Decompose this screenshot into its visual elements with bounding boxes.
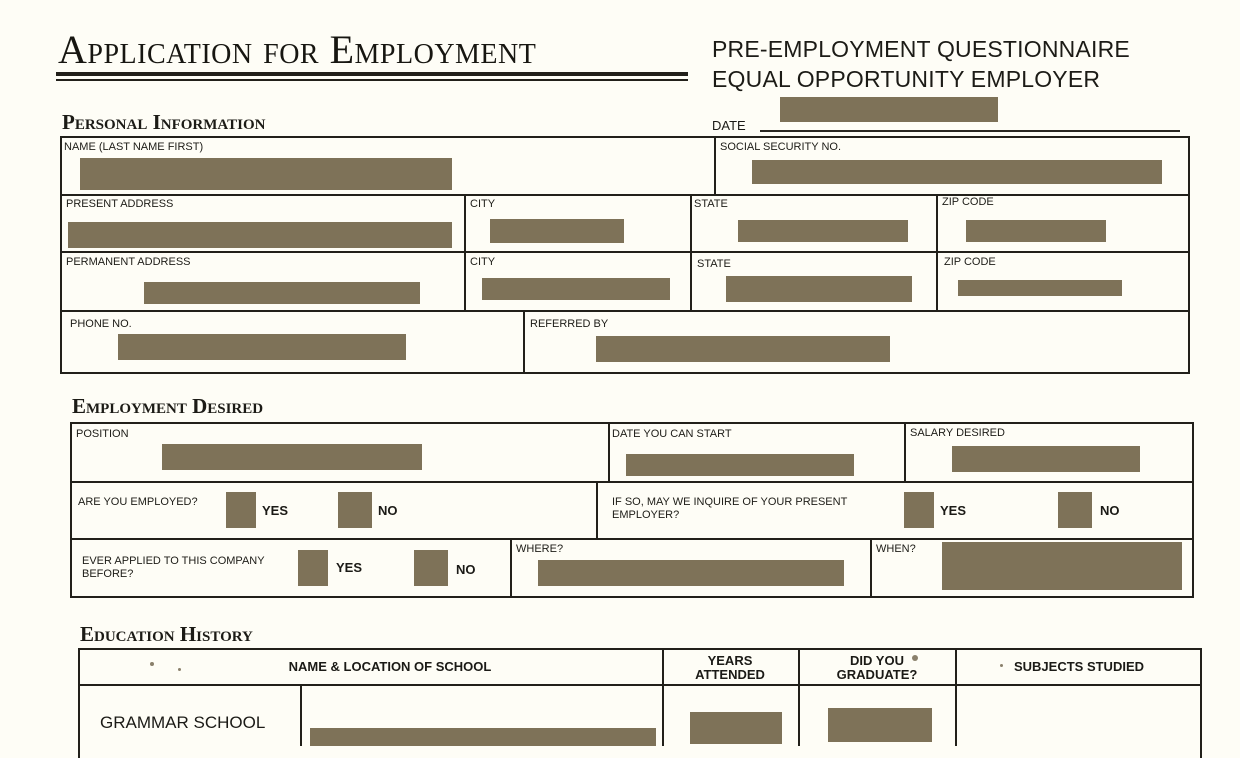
title-underline-thin [56, 79, 688, 81]
salary-label: SALARY DESIRED [910, 427, 1005, 439]
graduated-redacted[interactable] [828, 708, 932, 742]
inquire-no-checkbox[interactable] [1058, 492, 1092, 528]
applied-yes-checkbox[interactable] [298, 550, 328, 586]
header-divider [78, 684, 1202, 686]
date-label: DATE [712, 118, 746, 133]
subtitle-questionnaire: PRE-EMPLOYMENT QUESTIONNAIRE [712, 36, 1130, 62]
subtitle-eoe: EQUAL OPPORTUNITY EMPLOYER [712, 66, 1101, 92]
present-city-label: CITY [470, 198, 496, 210]
col-divider [300, 684, 302, 746]
present-address-redacted[interactable] [68, 222, 452, 248]
noise-speck [150, 662, 154, 666]
noise-speck [178, 668, 181, 671]
start-date-redacted[interactable] [626, 454, 854, 476]
row-divider [70, 481, 1194, 483]
are-you-employed-label: ARE YOU EMPLOYED? [78, 496, 198, 508]
col-header-years: YEARS ATTENDED [695, 653, 765, 682]
form-title: Application for Employment [58, 27, 537, 72]
date-field-redacted[interactable] [780, 97, 998, 122]
present-zip-redacted[interactable] [966, 220, 1106, 242]
col-divider [955, 648, 957, 746]
present-state-redacted[interactable] [738, 220, 908, 242]
when-redacted[interactable] [942, 542, 1182, 590]
inquire-no-label: NO [1100, 503, 1120, 518]
years-attended-redacted[interactable] [690, 712, 782, 744]
start-date-label: DATE YOU CAN START [612, 428, 732, 440]
section-education-history: Education History [80, 622, 253, 646]
present-state-label: STATE [694, 198, 728, 210]
permanent-state-label: STATE [697, 258, 731, 270]
col-divider [464, 194, 466, 310]
name-label: NAME (LAST NAME FIRST) [64, 141, 204, 153]
name-field-redacted[interactable] [80, 158, 452, 190]
ssn-field-redacted[interactable] [752, 160, 1162, 184]
col-divider [714, 136, 716, 194]
col-divider [662, 648, 664, 746]
salary-redacted[interactable] [952, 446, 1140, 472]
school-name-redacted[interactable] [310, 728, 656, 746]
col-divider [608, 422, 610, 481]
position-redacted[interactable] [162, 444, 422, 470]
employed-no-checkbox[interactable] [338, 492, 372, 528]
applied-no-label: NO [456, 562, 476, 577]
when-label: WHEN? [876, 543, 916, 555]
applied-no-checkbox[interactable] [414, 550, 448, 586]
grammar-school-label: GRAMMAR SCHOOL [100, 713, 266, 732]
row-divider [60, 194, 1190, 196]
col-divider [798, 648, 800, 746]
inquire-yes-checkbox[interactable] [904, 492, 934, 528]
present-address-label: PRESENT ADDRESS [66, 198, 174, 210]
noise-speck [912, 655, 918, 661]
inquire-yes-label: YES [940, 503, 967, 518]
employed-yes-checkbox[interactable] [226, 492, 256, 528]
permanent-city-label: CITY [470, 256, 496, 268]
title-underline [56, 72, 688, 76]
permanent-state-redacted[interactable] [726, 276, 912, 302]
applied-yes-label: YES [336, 560, 363, 575]
permanent-address-redacted[interactable] [144, 282, 420, 304]
permanent-city-redacted[interactable] [482, 278, 670, 300]
col-header-subjects: SUBJECTS STUDIED [1013, 659, 1145, 674]
permanent-address-label: PERMANENT ADDRESS [66, 256, 191, 268]
applied-before-label: EVER APPLIED TO THIS COMPANY BEFORE? [82, 555, 265, 580]
row-divider [70, 538, 1194, 540]
employed-no-label: NO [378, 503, 398, 518]
present-zip-label: ZIP CODE [942, 196, 994, 208]
col-divider [870, 538, 872, 598]
phone-field-redacted[interactable] [118, 334, 406, 360]
ssn-label: SOCIAL SECURITY NO. [720, 141, 842, 153]
permanent-zip-redacted[interactable] [958, 280, 1122, 296]
col-divider [510, 538, 512, 598]
permanent-zip-label: ZIP CODE [944, 256, 996, 268]
section-employment-desired: Employment Desired [72, 394, 264, 418]
date-line [760, 130, 1180, 132]
col-divider [596, 481, 598, 538]
position-label: POSITION [76, 428, 129, 440]
where-redacted[interactable] [538, 560, 844, 586]
present-city-redacted[interactable] [490, 219, 624, 243]
col-divider [904, 422, 906, 481]
col-header-graduate: DID YOU GRADUATE? [836, 653, 918, 682]
where-label: WHERE? [516, 543, 564, 555]
referred-by-label: REFERRED BY [530, 318, 609, 330]
col-header-school: NAME & LOCATION OF SCHOOL [288, 659, 492, 674]
row-divider [60, 251, 1190, 253]
phone-label: PHONE NO. [70, 318, 132, 330]
col-divider [523, 310, 525, 374]
row-divider [60, 310, 1190, 312]
section-personal-information: Personal Information [62, 110, 266, 134]
col-divider [690, 194, 692, 310]
noise-speck [1000, 664, 1003, 667]
employed-yes-label: YES [262, 503, 289, 518]
col-divider [936, 194, 938, 310]
inquire-employer-label: IF SO, MAY WE INQUIRE OF YOUR PRESENT EMPLOYER? [612, 496, 848, 521]
referred-by-redacted[interactable] [596, 336, 890, 362]
